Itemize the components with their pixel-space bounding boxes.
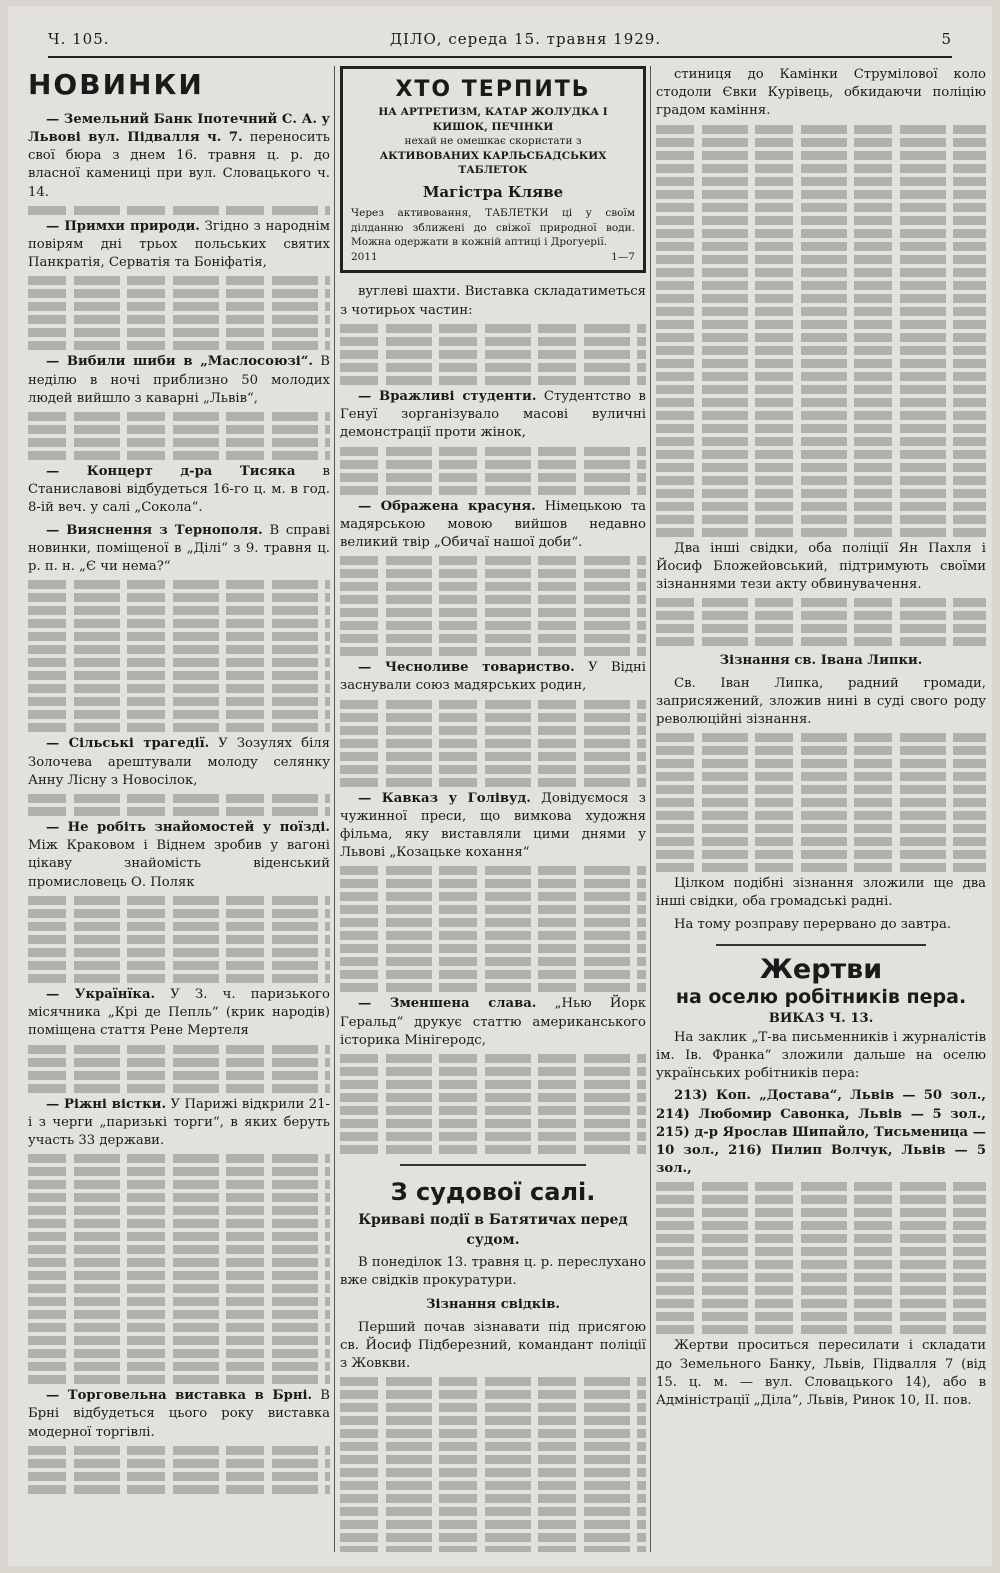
text-line [340, 556, 646, 565]
text-line [656, 372, 986, 381]
page-number: 5 [941, 30, 952, 48]
text-line [340, 1494, 646, 1503]
text-line [28, 948, 330, 957]
testimony-subhead: Зізнання свідків. [425, 1297, 561, 1313]
text-line [28, 658, 330, 667]
text-line [340, 1106, 646, 1115]
section-divider [400, 1164, 586, 1166]
court-lede: В понеділок 13. травня ц. р. переслухано вже свідків прокуратури. [340, 1254, 646, 1289]
text-line [28, 1219, 330, 1228]
court-section-title: З судової салі. [390, 1178, 596, 1207]
text-line [28, 1058, 330, 1067]
news-item: — Українїка. У З. ч. паризького місячника „Крі де Пепль“ (крик народів) поміщена стаття Рене Мертеля [28, 986, 330, 1039]
text-line [28, 671, 330, 680]
text-line [28, 206, 330, 215]
text-line [340, 1080, 646, 1089]
text-line [28, 723, 330, 732]
text-line [340, 739, 646, 748]
text-line [656, 1299, 986, 1308]
text-line [340, 1119, 646, 1128]
text-line [340, 1403, 646, 1412]
text-line [28, 289, 330, 298]
text-line [656, 125, 986, 134]
text-line [340, 608, 646, 617]
text-line [656, 346, 986, 355]
text-line [28, 1362, 330, 1371]
news-item: вуглеві шахти. Виставка складатиметься з чотирьох частин: [340, 284, 646, 318]
text-line [656, 229, 986, 238]
text-line [28, 315, 330, 324]
text-line [340, 866, 646, 875]
column-news [28, 66, 330, 1552]
text-line [28, 1271, 330, 1280]
text-line [340, 1533, 646, 1542]
text-line [28, 1310, 330, 1319]
text-line [340, 700, 646, 709]
text-line [340, 1067, 646, 1076]
trial-paragraph: Св. Іван Липка, радний громади, заприсяжений, зложив нині в суді свого роду революційні зізнання. [656, 675, 986, 727]
text-line [28, 1232, 330, 1241]
testimony-body: Перший почав зізнавати під присягою св. Йосиф Підберезний, командант поліції з Жовкви. [340, 1319, 646, 1371]
text-line [340, 1093, 646, 1102]
text-line [28, 1459, 330, 1468]
text-line [656, 1260, 986, 1269]
text-line [656, 785, 986, 794]
text-line [28, 896, 330, 905]
trial-paragraph: На тому розправу перервано до завтра. [674, 916, 952, 932]
text-line [340, 1520, 646, 1529]
text-line [656, 359, 986, 368]
text-line [340, 1390, 646, 1399]
text-line [656, 463, 986, 472]
text-line [28, 276, 330, 285]
text-line [340, 1507, 646, 1516]
ad-ref: 1—7 [611, 250, 635, 263]
column-rule [650, 66, 651, 1552]
text-line [656, 138, 986, 147]
text-line [656, 1182, 986, 1191]
text-line [656, 733, 986, 742]
text-line [340, 1468, 646, 1477]
text-line [28, 1045, 330, 1054]
donations-list-head: ВИКАЗ Ч. 13. [768, 1011, 874, 1027]
text-line [28, 710, 330, 719]
ad-product: АКТИВОВАНИХ КАРЛЬСБАДСЬКИХ ТАБЛЕТОК [379, 149, 607, 177]
text-line [340, 582, 646, 591]
text-line [656, 824, 986, 833]
text-line [28, 1375, 330, 1384]
text-line [28, 974, 330, 983]
text-line [340, 765, 646, 774]
text-line [28, 645, 330, 654]
text-line [28, 619, 330, 628]
text-line [340, 1442, 646, 1451]
text-line [656, 502, 986, 511]
text-line [656, 190, 986, 199]
text-line [340, 595, 646, 604]
text-line [656, 1208, 986, 1217]
text-line [656, 863, 986, 872]
text-line [656, 307, 986, 316]
court-section-subtitle: Криваві події в Батятичах перед судом. [358, 1212, 628, 1248]
news-item: — Не робіть знайомостей у поїзді. Між Краковом і Віднем зробив у вагоні цікаву знайомість віденський промисловець О. Поляк [28, 820, 330, 890]
text-line [656, 294, 986, 303]
text-line [28, 1071, 330, 1080]
text-line [340, 944, 646, 953]
text-line [28, 1167, 330, 1176]
news-item: — Вибили шиби в „Маслосоюзі“. В неділю в ночі приблизно 50 молодих людей вийшло з каварні „Львів“, [28, 354, 330, 406]
advertisement-box [340, 66, 646, 273]
text-line [656, 1325, 986, 1334]
text-line [656, 385, 986, 394]
text-line [28, 1258, 330, 1267]
text-line [28, 1193, 330, 1202]
text-line [656, 320, 986, 329]
text-line [340, 879, 646, 888]
news-item: — Ріжні вістки. У Парижі відкрили 21-і з черги „паризькі торги“, в яких беруть участь 33 держави. [28, 1096, 330, 1148]
trial-paragraph: Цілком подібні зізнання зложили ще два інші свідки, оба громадські радні. [656, 876, 986, 910]
text-line [656, 268, 986, 277]
text-line [28, 606, 330, 615]
news-item: — Вияснення з Тернополя. В справі новинки, поміщеної в „Ділі“ з 9. травня ц. р. п. н. „Є чи нема?“ [28, 522, 330, 575]
text-line [656, 772, 986, 781]
testimony-subhead: Зізнання св. Івана Липки. [719, 653, 923, 669]
text-line [656, 759, 986, 768]
text-line [28, 1206, 330, 1215]
text-line [656, 837, 986, 846]
text-line [28, 580, 330, 589]
text-line [28, 425, 330, 434]
text-line [340, 337, 646, 346]
text-line [340, 486, 646, 495]
text-line [28, 1446, 330, 1455]
text-line [340, 1546, 646, 1552]
text-line [28, 1485, 330, 1494]
section-divider [716, 944, 926, 946]
ad-refs [351, 250, 635, 264]
text-line [656, 177, 986, 186]
news-item: — Чесноливе товариство. У Відні заснували союз мадярських родин, [340, 660, 646, 694]
text-line [656, 811, 986, 820]
text-line [28, 909, 330, 918]
donations-lede: На заклик „Т-ва письменників і журналістів ім. Ів. Франка“ зложили дальше на оселю українських робітників пера: [656, 1029, 986, 1082]
text-line [28, 1084, 330, 1093]
text-line [28, 1180, 330, 1189]
text-line [340, 1132, 646, 1141]
trial-continued: стиниця до Камінки Струмілової коло стодоли Євки Курівець, обкидаючи поліцію градом каміння. [656, 67, 986, 119]
text-line [340, 892, 646, 901]
news-item: — Ображена красуня. Німецькою та мадярською мовою вийшов недавно великий твір „Обичаї нашої доби“. [340, 498, 646, 550]
text-line [28, 451, 330, 460]
text-line [340, 363, 646, 372]
text-line [656, 281, 986, 290]
text-line [28, 632, 330, 641]
text-line [340, 473, 646, 482]
text-line [28, 412, 330, 421]
column-right [656, 66, 986, 1552]
column-rule [334, 66, 335, 1552]
text-line [656, 746, 986, 755]
text-line [656, 476, 986, 485]
text-line [656, 637, 986, 646]
ad-title: ХТО ТЕРПИТЬ [395, 77, 591, 102]
text-line [28, 807, 330, 816]
text-line [28, 684, 330, 693]
text-line [340, 726, 646, 735]
text-line [656, 624, 986, 633]
news-item: — Торговельна виставка в Брні. В Брні відбудеться цього року виставка модерної торгівлі. [28, 1388, 330, 1440]
text-line [656, 515, 986, 524]
text-line [28, 593, 330, 602]
text-line [656, 798, 986, 807]
text-line [340, 931, 646, 940]
text-line [340, 1377, 646, 1386]
text-line [340, 1455, 646, 1464]
text-line [28, 1297, 330, 1306]
column-center [340, 66, 646, 1552]
text-line [340, 350, 646, 359]
text-line [340, 970, 646, 979]
text-line [656, 203, 986, 212]
text-line [28, 961, 330, 970]
text-line [340, 634, 646, 643]
text-line [656, 489, 986, 498]
news-item: — Концерт д-ра Тисяка в Станиславові відбудеться 16-го ц. м. в год. 8-ій веч. у салі „Сокола“. [28, 464, 330, 516]
news-item: — Вражливі студенти. Студентство в Генуї зорганізувало масові вуличні демонстрації проти жінок, [340, 388, 646, 441]
text-line [340, 1054, 646, 1063]
text-line [656, 255, 986, 264]
text-line [656, 1195, 986, 1204]
text-line [656, 611, 986, 620]
text-line [28, 1336, 330, 1345]
ad-brand: Магістра Кляве [422, 182, 564, 201]
text-line [28, 697, 330, 706]
text-line [340, 905, 646, 914]
donations-footer: Жертви проситься пересилати і складати до Земельного Банку, Львів, Підвалля 7 (від 15. ц. м. — вул. Словацького 14), або в Адміністрації „Діла“, Львів, Ринок 10, II. пов. [656, 1338, 986, 1409]
news-item: — Земельний Банк Іпотечний С. А. у Львові вул. Підвалля ч. 7. переносить свої бюра з днем 16. травня ц. р. до власної камениці при вул. Словацького ч. 14. [28, 111, 330, 200]
donations-subtitle: на оселю робітників пера. [675, 986, 967, 1009]
text-line [656, 398, 986, 407]
text-line [656, 1312, 986, 1321]
text-line [340, 621, 646, 630]
text-line [340, 983, 646, 992]
text-line [656, 333, 986, 342]
text-line [340, 647, 646, 656]
ad-subtitle: НА АРТРЕТИЗМ, КАТАР ЖОЛУДКА І КИШОК, ПЕЧІНКИ [378, 106, 608, 133]
text-line [656, 528, 986, 537]
text-line [656, 598, 986, 607]
text-line [28, 438, 330, 447]
text-line [28, 1472, 330, 1481]
text-line [28, 935, 330, 944]
text-line [28, 794, 330, 803]
donations-list: 213) Коп. „Достава“, Львів — 50 зол., 214) Любомир Савонка, Львів — 5 зол., 215) д-р Ярослав Шипайло, Тисьменица — 10 зол., 216) Пилип Волчук, Львів — 5 зол., [656, 1088, 986, 1177]
text-line [340, 447, 646, 456]
text-line [340, 918, 646, 927]
text-line [340, 1145, 646, 1154]
text-line [656, 242, 986, 251]
text-line [340, 778, 646, 787]
text-line [28, 302, 330, 311]
text-line [28, 1154, 330, 1163]
ad-code: 2011 [351, 250, 378, 263]
text-line [28, 1323, 330, 1332]
section-masthead: НОВИНКИ [28, 68, 204, 101]
text-line [28, 1284, 330, 1293]
masthead-date: ДІЛО, середа 15. травня 1929. [389, 30, 662, 48]
text-line [656, 164, 986, 173]
text-line [340, 957, 646, 966]
trial-paragraph: Два інші свідки, оба поліції Ян Пахля і Йосиф Бложейовський, підтримують своїми зізнаннями тези акту обвинувачення. [656, 540, 986, 593]
text-line [340, 1429, 646, 1438]
text-line [340, 1481, 646, 1490]
text-line [28, 328, 330, 337]
text-line [340, 460, 646, 469]
text-line [656, 1221, 986, 1230]
issue-number: Ч. 105. [48, 30, 110, 48]
text-line [340, 569, 646, 578]
news-item: — Сільські трагедії. У Зозулях біля Золочева арештували молоду селянку Анну Лісну з Новосілок, [28, 736, 330, 788]
page-header [48, 30, 952, 58]
text-line [656, 450, 986, 459]
text-line [340, 324, 646, 333]
text-line [656, 151, 986, 160]
text-line [340, 752, 646, 761]
text-line [656, 216, 986, 225]
text-line [656, 1234, 986, 1243]
text-line [28, 1349, 330, 1358]
text-line [656, 1247, 986, 1256]
text-line [656, 411, 986, 420]
text-line [656, 424, 986, 433]
text-line [340, 713, 646, 722]
news-item: — Кавказ у Голівуд. Довідуємося з чужинної преси, що вимкова художня фільма, яку виставляли цими днями у Львові „Козацьке кохання“ [340, 790, 646, 861]
ad-tagline: нехай не омешкає скористати з [404, 135, 582, 148]
text-line [28, 922, 330, 931]
ad-fine-print: Через активовання, ТАБЛЕТКИ ці у своїм ділданню зближені до свіжої природної води. Можна одержати в кожній аптиці і Дрогуерії. [351, 207, 635, 249]
text-line [656, 1273, 986, 1282]
news-item: — Примхи природи. Згідно з народнім повірям дні трьох польських святих Панкратія, Серватія та Боніфатія, [28, 218, 330, 271]
text-line [28, 341, 330, 350]
text-line [656, 1286, 986, 1295]
newspaper-page [8, 6, 992, 1566]
donations-title: Жертви [759, 953, 883, 985]
text-line [656, 850, 986, 859]
text-line [340, 376, 646, 385]
news-item: — Зменшена слава. „Нью Йорк Геральд“ друкує статтю американського історика Мінігеродс, [340, 996, 646, 1048]
text-line [340, 1416, 646, 1425]
text-line [28, 1245, 330, 1254]
text-line [656, 437, 986, 446]
